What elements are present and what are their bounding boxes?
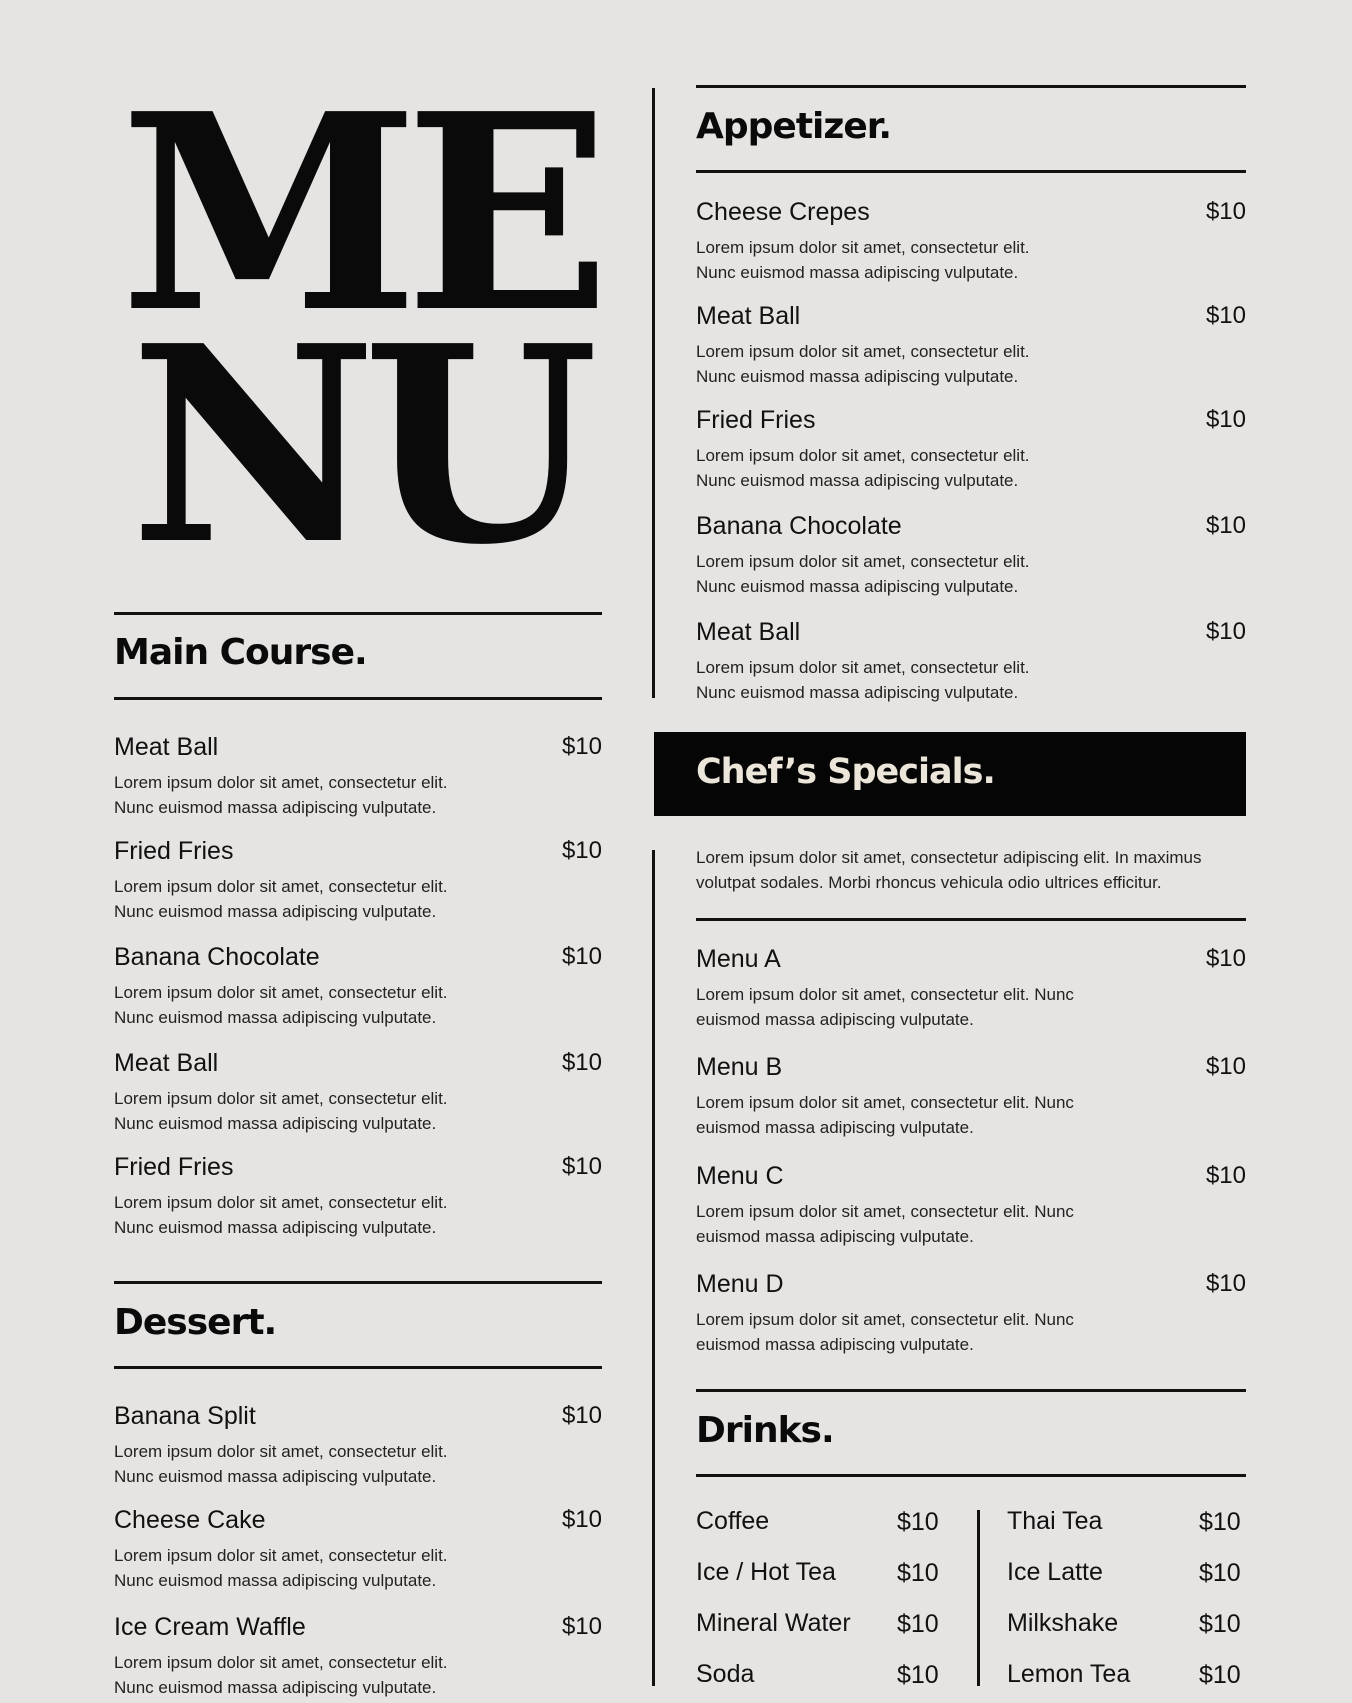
menu-item-name: Menu B	[696, 1053, 783, 1081]
main-course-heading: Main Course.	[114, 632, 367, 673]
menu-item-price: $10	[1205, 1162, 1246, 1189]
drink-name: Lemon Tea	[1007, 1660, 1131, 1688]
menu-item-name: Banana Split	[114, 1402, 256, 1430]
menu-item	[696, 302, 1246, 392]
chefs-specials-rule	[696, 918, 1246, 921]
menu-item-description: Lorem ipsum dolor sit amet, consectetur elit. Nunc euismod massa adipiscing vulputate.	[696, 1093, 1074, 1137]
column-divider-top	[652, 88, 655, 698]
menu-item-name: Menu D	[696, 1270, 784, 1298]
menu-item-description: Lorem ipsum dolor sit amet, consectetur elit. Nunc euismod massa adipiscing vulputate.	[696, 985, 1074, 1029]
menu-item-name: Meat Ball	[114, 1049, 219, 1077]
menu-item-price: $10	[561, 943, 602, 970]
menu-item-price: $10	[1205, 512, 1246, 539]
dessert-rule-bottom	[114, 1366, 602, 1369]
menu-item	[696, 406, 1246, 496]
drinks-divider	[977, 1510, 980, 1686]
menu-item	[696, 198, 1246, 288]
menu-item-description: Lorem ipsum dolor sit amet, consectetur elit. Nunc euismod massa adipiscing vulputate.	[696, 1310, 1074, 1354]
menu-item-description: Lorem ipsum dolor sit amet, consectetur elit. Nunc euismod massa adipiscing vulputate.	[696, 446, 1030, 490]
menu-item-description: Lorem ipsum dolor sit amet, consectetur elit. Nunc euismod massa adipiscing vulputate.	[114, 1546, 448, 1590]
menu-item-name: Meat Ball	[114, 733, 219, 761]
menu-item	[696, 1162, 1246, 1252]
menu-item-price: $10	[561, 1506, 602, 1533]
menu-item-description: Lorem ipsum dolor sit amet, consectetur elit. Nunc euismod massa adipiscing vulputate.	[114, 983, 448, 1027]
chefs-specials-heading: Chef’s Specials.	[696, 752, 995, 792]
drink-price: $10	[1199, 1661, 1241, 1689]
menu-item-name: Cheese Cake	[114, 1506, 266, 1534]
drinks-heading: Drinks.	[696, 1410, 834, 1451]
menu-item-price: $10	[561, 1613, 602, 1640]
menu-item-name: Fried Fries	[114, 1153, 234, 1181]
drink-name: Milkshake	[1007, 1609, 1119, 1637]
drink-price: $10	[1199, 1508, 1241, 1536]
menu-item	[114, 943, 602, 1033]
drink-name: Ice / Hot Tea	[696, 1558, 836, 1586]
drink-name: Thai Tea	[1007, 1507, 1103, 1535]
column-divider-bottom	[652, 850, 655, 1686]
appetizer-rule-bottom	[696, 170, 1246, 173]
menu-item	[696, 512, 1246, 602]
menu-item-name: Banana Chocolate	[114, 943, 320, 971]
menu-item	[114, 1049, 602, 1139]
drink-price: $10	[1199, 1559, 1241, 1587]
menu-item-name: Meat Ball	[696, 618, 801, 646]
menu-item	[114, 837, 602, 927]
menu-item-price: $10	[561, 1049, 602, 1076]
menu-item-name: Cheese Crepes	[696, 198, 870, 226]
menu-item	[696, 945, 1246, 1035]
menu-item-description: Lorem ipsum dolor sit amet, consectetur elit. Nunc euismod massa adipiscing vulputate.	[114, 1193, 448, 1237]
dessert-heading: Dessert.	[114, 1302, 277, 1343]
menu-item	[114, 733, 602, 823]
menu-item-description: Lorem ipsum dolor sit amet, consectetur elit. Nunc euismod massa adipiscing vulputate.	[114, 1442, 448, 1486]
menu-item-description: Lorem ipsum dolor sit amet, consectetur elit. Nunc euismod massa adipiscing vulputate.	[696, 342, 1030, 386]
menu-item-description: Lorem ipsum dolor sit amet, consectetur elit. Nunc euismod massa adipiscing vulputate.	[114, 1089, 448, 1133]
menu-item	[696, 618, 1246, 708]
drink-name: Mineral Water	[696, 1609, 851, 1637]
drink-name: Ice Latte	[1007, 1558, 1103, 1586]
main-course-rule-top	[114, 612, 602, 615]
menu-item-price: $10	[1205, 1270, 1246, 1297]
menu-item-description: Lorem ipsum dolor sit amet, consectetur elit. Nunc euismod massa adipiscing vulputate.	[696, 658, 1030, 702]
menu-item-description: Lorem ipsum dolor sit amet, consectetur elit. Nunc euismod massa adipiscing vulputate.	[114, 773, 448, 817]
menu-item-name: Fried Fries	[696, 406, 816, 434]
menu-item-name: Menu A	[696, 945, 781, 973]
menu-item-description: Lorem ipsum dolor sit amet, consectetur elit. Nunc euismod massa adipiscing vulputate.	[696, 1202, 1074, 1246]
menu-item-description: Lorem ipsum dolor sit amet, consectetur elit. Nunc euismod massa adipiscing vulputate.	[114, 877, 448, 921]
menu-item-price: $10	[561, 1402, 602, 1429]
main-course-rule-bottom	[114, 697, 602, 700]
menu-item	[114, 1613, 602, 1703]
menu-item-name: Ice Cream Waffle	[114, 1613, 306, 1641]
drinks-rule-bottom	[696, 1474, 1246, 1477]
drink-price: $10	[897, 1610, 939, 1638]
appetizer-heading: Appetizer.	[696, 106, 892, 147]
menu-item	[696, 1270, 1246, 1360]
menu-item-price: $10	[1205, 945, 1246, 972]
appetizer-rule-top	[696, 85, 1246, 88]
menu-item-description: Lorem ipsum dolor sit amet, consectetur elit. Nunc euismod massa adipiscing vulputate.	[696, 238, 1030, 282]
menu-item-price: $10	[1205, 1053, 1246, 1080]
menu-item	[114, 1153, 602, 1243]
drink-name: Coffee	[696, 1507, 770, 1535]
menu-item-name: Meat Ball	[696, 302, 801, 330]
menu-item-price: $10	[1205, 618, 1246, 645]
drink-price: $10	[897, 1508, 939, 1536]
menu-item	[114, 1402, 602, 1492]
menu-item-name: Fried Fries	[114, 837, 234, 865]
menu-item-price: $10	[561, 733, 602, 760]
menu-title-line-2: NU	[130, 286, 585, 604]
drink-name: Soda	[696, 1660, 755, 1688]
drinks-rule-top	[696, 1389, 1246, 1392]
menu-item-price: $10	[1205, 198, 1246, 225]
menu-item-description: Lorem ipsum dolor sit amet, consectetur elit. Nunc euismod massa adipiscing vulputate.	[696, 552, 1030, 596]
menu-item-price: $10	[561, 1153, 602, 1180]
menu-item-price: $10	[561, 837, 602, 864]
menu-item-price: $10	[1205, 406, 1246, 433]
chefs-specials-intro: Lorem ipsum dolor sit amet, consectetur adipiscing elit. In maximus volutpat sodales. Morbi rhoncus vehicula odio ultrices efficitur.	[696, 848, 1202, 892]
menu-item-name: Banana Chocolate	[696, 512, 902, 540]
menu-item	[114, 1506, 602, 1596]
drink-price: $10	[897, 1661, 939, 1689]
menu-item	[696, 1053, 1246, 1143]
drink-price: $10	[897, 1559, 939, 1587]
dessert-rule-top	[114, 1281, 602, 1284]
menu-item-description: Lorem ipsum dolor sit amet, consectetur elit. Nunc euismod massa adipiscing vulputate.	[114, 1653, 448, 1697]
menu-item-price: $10	[1205, 302, 1246, 329]
menu-item-name: Menu C	[696, 1162, 784, 1190]
chefs-specials-banner	[654, 732, 1246, 816]
drink-price: $10	[1199, 1610, 1241, 1638]
menu-title-line-1: ME	[120, 54, 597, 372]
